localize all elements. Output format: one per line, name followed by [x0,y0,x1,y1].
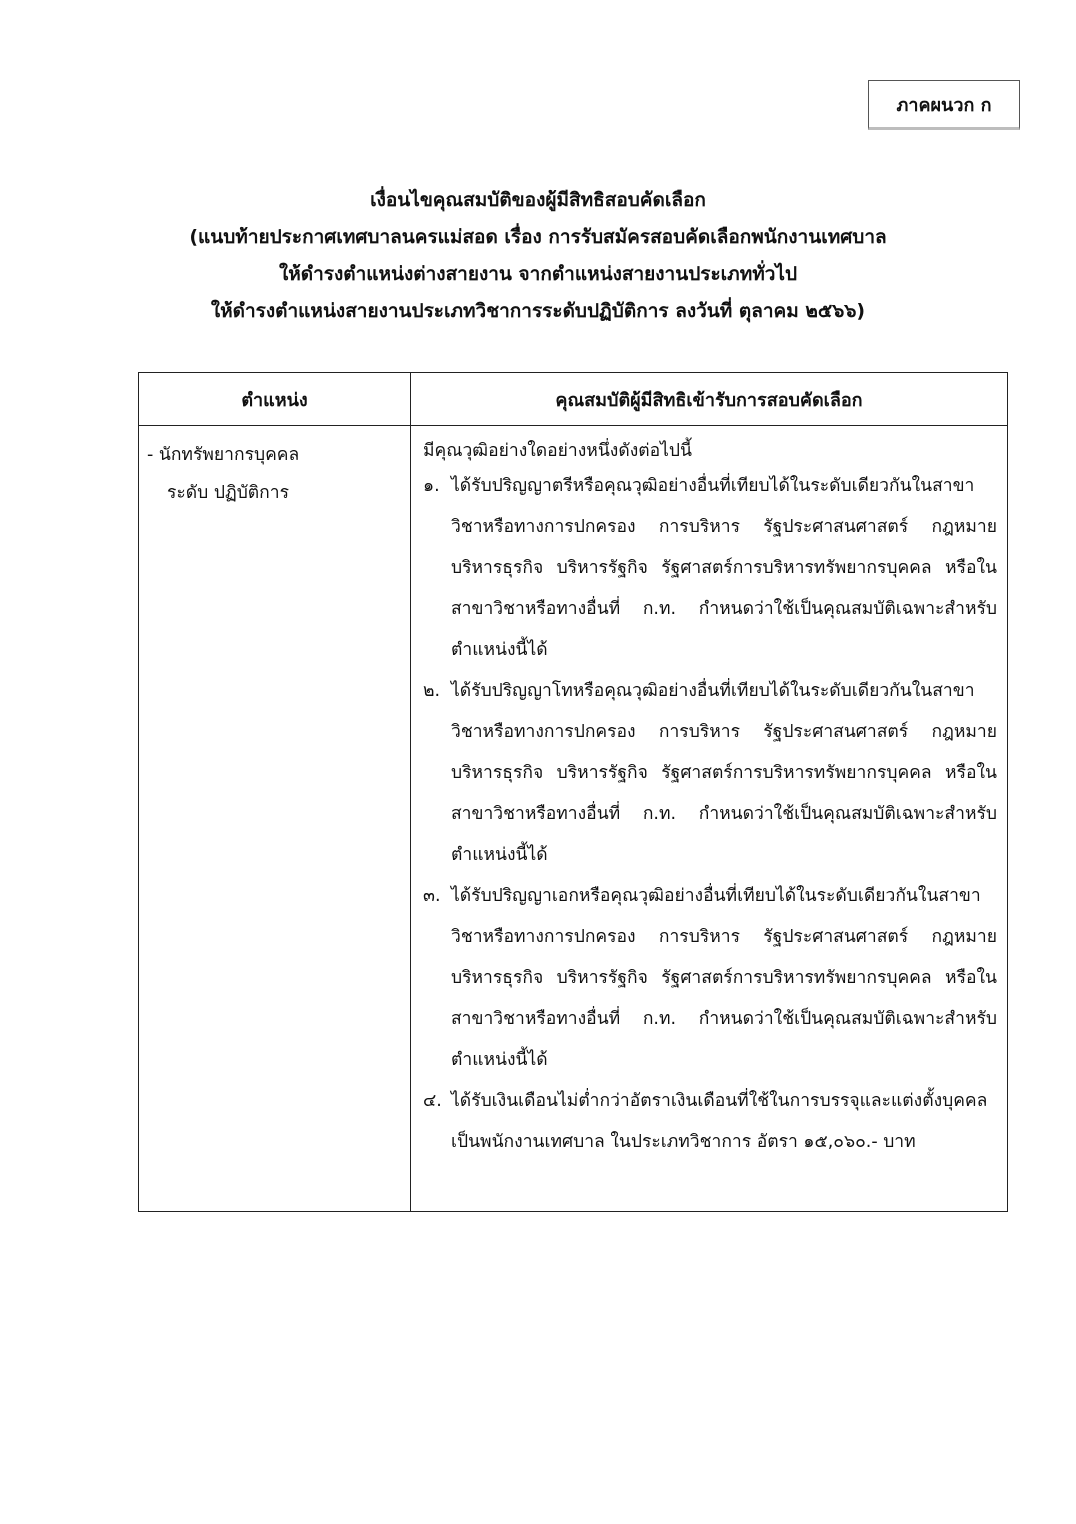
table-header-row [139,373,1008,426]
item-number: ๔. [423,1091,442,1111]
item-text: ได้รับเงินเดือนไม่ต่ำกว่าอัตราเงินเดือนที่ใช้ในการบรรจุและแต่งตั้งบุคคลเป็นพนักงานเทศบาล ในประเภทวิชาการ อัตรา ๑๕,๐๖๐.- บาท [451,1091,988,1152]
qualifications-table [138,372,1008,1212]
position-title: - นักทรัพยากรบุคคล [147,445,300,465]
item-text: ได้รับปริญญาเอกหรือคุณวุฒิอย่างอื่นที่เทียบได้ในระดับเดียวกันในสาขาวิชาหรือทางการปกครอง การบริหาร รัฐประศาสนศาสตร์ กฎหมาย บริหารธุรกิจ บริหารรัฐกิจ รัฐศาสตร์การบริหารทรัพยากรบุคคล หรือในสาขาวิชาหรือทางอื่นที่ ก.ท. กำหนดว่าใช้เป็นคุณสมบัติเฉพาะสำหรับตำแหน่งนี้ได้ [451,886,997,1070]
qualification-item-2 [423,671,997,876]
position-cell [139,426,411,1212]
item-text: ได้รับปริญญาโทหรือคุณวุฒิอย่างอื่นที่เทียบได้ในระดับเดียวกันในสาขาวิชาหรือทางการปกครอง การบริหาร รัฐประศาสนศาสตร์ กฎหมาย บริหารธุรกิจ บริหารรัฐกิจ รัฐศาสตร์การบริหารทรัพยากรบุคคล หรือในสาขาวิชาหรือทางอื่นที่ ก.ท. กำหนดว่าใช้เป็นคุณสมบัติเฉพาะสำหรับตำแหน่งนี้ได้ [451,681,997,865]
qualification-intro: มีคุณวุฒิอย่างใดอย่างหนึ่งดังต่อไปนี้ [423,441,692,461]
heading-title: เงื่อนไขคุณสมบัติของผู้มีสิทธิสอบคัดเลือก [370,189,706,211]
header-position: ตำแหน่ง [139,373,411,426]
item-number: ๒. [423,681,441,701]
qualification-item-4 [423,1081,997,1163]
position-level: ระดับ ปฏิบัติการ [167,483,289,503]
item-text: ได้รับปริญญาตรีหรือคุณวุฒิอย่างอื่นที่เทียบได้ในระดับเดียวกันในสาขาวิชาหรือทางการปกครอง การบริหาร รัฐประศาสนศาสตร์ กฎหมาย บริหารธุรกิจ บริหารรัฐกิจ รัฐศาสตร์การบริหารทรัพยากรบุคคล หรือในสาขาวิชาหรือทางอื่นที่ ก.ท. กำหนดว่าใช้เป็นคุณสมบัติเฉพาะสำหรับตำแหน่งนี้ได้ [451,476,997,660]
header-qualifications: คุณสมบัติผู้มีสิทธิเข้ารับการสอบคัดเลือก [411,373,1008,426]
annex-label: ภาคผนวก ก [868,80,1020,130]
item-number: ๑. [423,476,440,496]
table-row [139,426,1008,1212]
item-number: ๓. [423,886,441,906]
document-heading [0,182,1076,330]
heading-subtitle-1: (แนบท้ายประกาศเทศบาลนครแม่สอด เรื่อง การรับสมัครสอบคัดเลือกพนักงานเทศบาล [189,226,887,248]
heading-subtitle-3: ให้ดำรงตำแหน่งสายงานประเภทวิชาการระดับปฏิบัติการ ลงวันที่ ตุลาคม ๒๕๖๖) [210,300,866,322]
qualifications-cell [411,426,1008,1212]
heading-subtitle-2: ให้ดำรงตำแหน่งต่างสายงาน จากตำแหน่งสายงานประเภททั่วไป [278,263,798,285]
qualification-item-3 [423,876,997,1081]
qualification-item-1 [423,466,997,671]
